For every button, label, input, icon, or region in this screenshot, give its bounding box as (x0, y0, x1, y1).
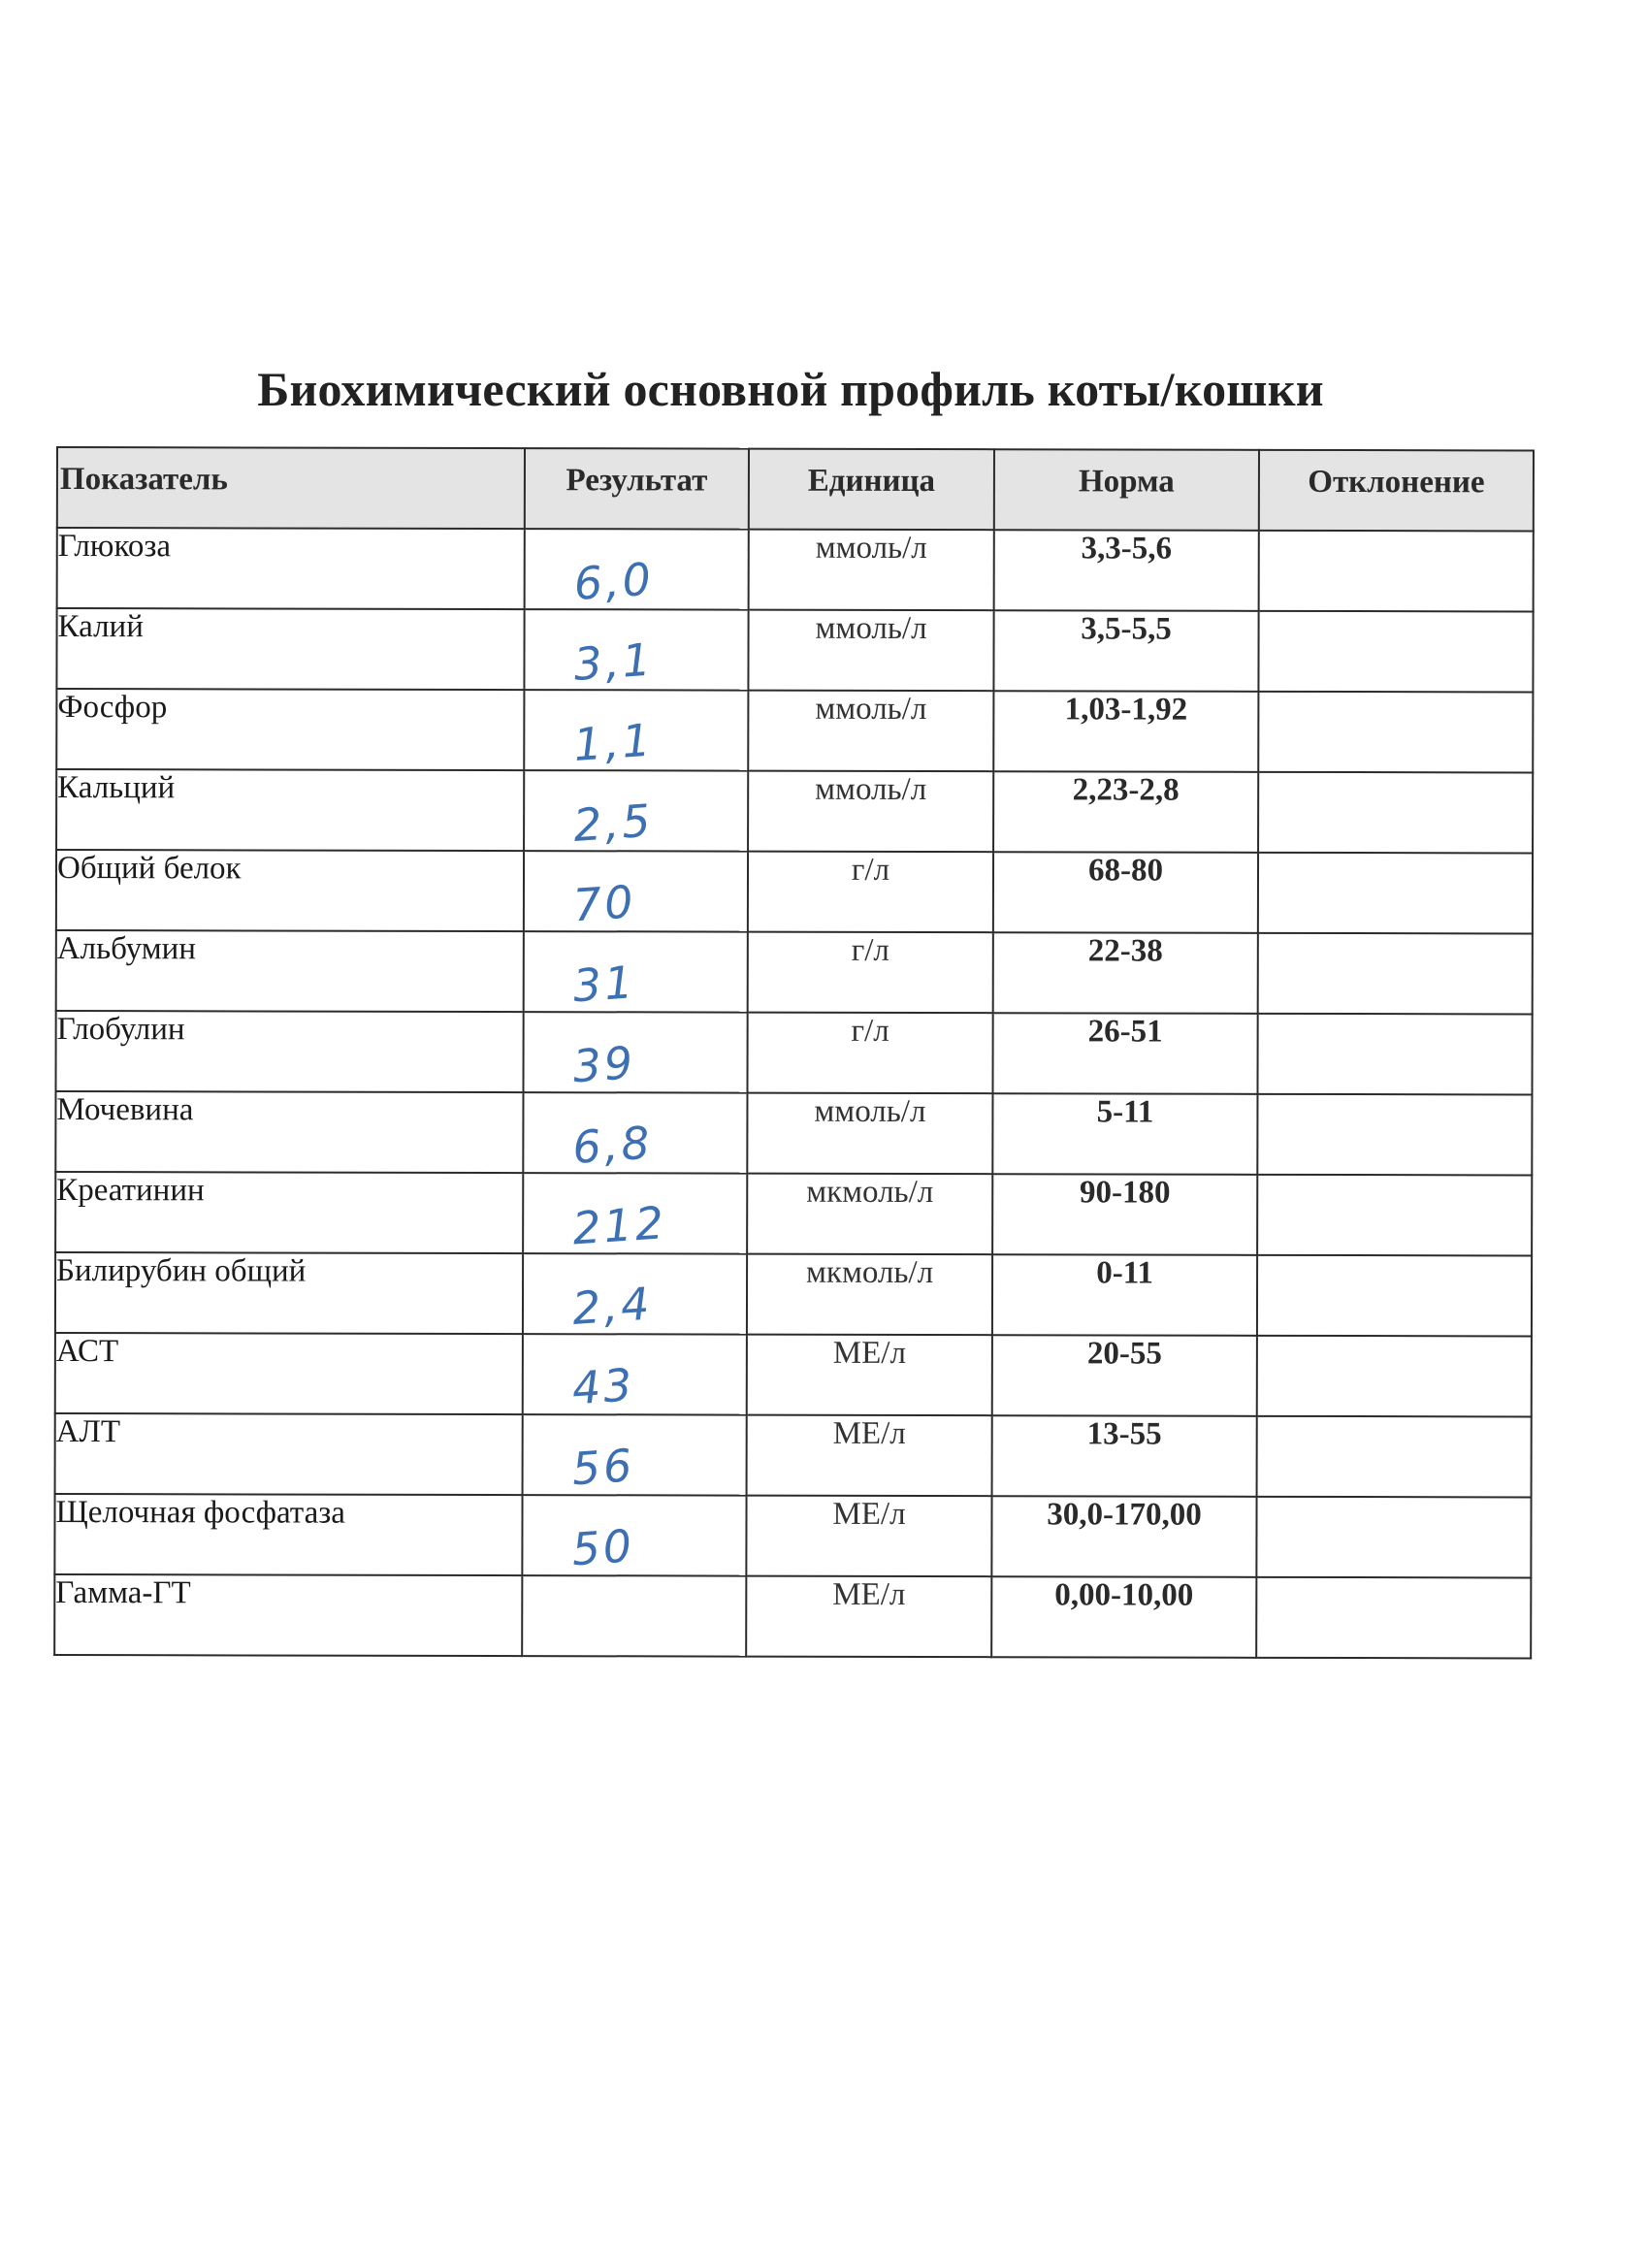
table-row (56, 769, 1533, 853)
header-unit: Единица (749, 449, 994, 531)
handwritten-result: 1,1 (571, 713, 656, 772)
deviation-cell (1257, 1094, 1532, 1176)
unit-cell: МЕ/л (746, 1496, 991, 1577)
norm-cell: 0,00-10,00 (991, 1576, 1256, 1658)
result-cell (523, 1012, 747, 1093)
indicator-name: Кальций (56, 769, 524, 851)
indicator-name: Гамма-ГТ (54, 1574, 522, 1656)
handwritten-result: 3,1 (571, 632, 656, 692)
table-header-row (57, 447, 1534, 531)
norm-cell: 2,23-2,8 (993, 771, 1258, 853)
indicator-name: Глюкоза (57, 528, 525, 609)
biochemistry-table (53, 446, 1535, 1659)
deviation-cell (1257, 1255, 1532, 1337)
unit-cell: МЕ/л (747, 1335, 992, 1416)
deviation-cell (1257, 1014, 1532, 1095)
norm-cell: 22-38 (993, 932, 1258, 1014)
table-row (55, 1252, 1532, 1336)
table-row (55, 1091, 1532, 1175)
table-row (55, 1333, 1532, 1416)
norm-cell: 20-55 (992, 1335, 1257, 1416)
deviation-cell (1258, 853, 1533, 934)
norm-cell: 30,0-170,00 (991, 1496, 1256, 1577)
header-result: Результат (525, 448, 749, 530)
result-cell (525, 529, 749, 610)
deviation-cell (1258, 772, 1533, 854)
deviation-cell (1257, 1416, 1532, 1498)
unit-cell: мкмоль/л (747, 1254, 992, 1336)
table-row (57, 528, 1534, 611)
result-cell (524, 690, 748, 771)
unit-cell: г/л (748, 852, 993, 933)
deviation-cell (1258, 692, 1533, 773)
indicator-name: АСТ (55, 1333, 523, 1414)
table-row (55, 1172, 1532, 1255)
handwritten-result: 39 (570, 1036, 637, 1093)
indicator-name: Щелочная фосфатаза (54, 1494, 522, 1575)
table-row (56, 850, 1533, 933)
header-indicator: Показатель (57, 447, 525, 529)
indicator-name: Глобулин (55, 1011, 523, 1092)
deviation-cell (1258, 611, 1533, 693)
handwritten-result: 212 (570, 1196, 668, 1255)
table-row (54, 1574, 1531, 1658)
header-norm: Норма (994, 449, 1259, 531)
norm-cell: 5-11 (992, 1093, 1257, 1175)
handwritten-result: 70 (571, 875, 638, 932)
result-cell (523, 1414, 747, 1496)
norm-cell: 13-55 (992, 1415, 1257, 1497)
unit-cell: ммоль/л (747, 1093, 992, 1175)
deviation-cell (1257, 1175, 1532, 1256)
unit-cell: г/л (747, 1013, 992, 1094)
handwritten-result: 50 (569, 1519, 636, 1576)
unit-cell: МЕ/л (747, 1415, 992, 1497)
table-row (56, 608, 1533, 692)
norm-cell: 0-11 (992, 1254, 1257, 1336)
indicator-name: Общий белок (56, 850, 524, 931)
result-cell (524, 609, 748, 691)
norm-cell: 26-51 (992, 1013, 1257, 1094)
table-row (54, 1494, 1531, 1577)
handwritten-result: 2,5 (571, 794, 656, 853)
norm-cell: 3,3-5,6 (994, 530, 1259, 611)
unit-cell: ммоль/л (749, 530, 994, 611)
handwritten-result: 6,8 (570, 1116, 655, 1175)
page-title: Биохимический основной профиль коты/кошки (257, 362, 1324, 416)
indicator-name: Билирубин общий (55, 1252, 523, 1334)
result-cell (522, 1575, 746, 1657)
result-cell (524, 931, 748, 1013)
deviation-cell (1259, 531, 1534, 612)
header-deviation: Отклонение (1259, 450, 1534, 532)
norm-cell: 1,03-1,92 (993, 691, 1258, 772)
handwritten-result: 43 (570, 1358, 637, 1415)
table-row (55, 1413, 1532, 1497)
indicator-name: Креатинин (55, 1172, 523, 1253)
result-cell (523, 1334, 747, 1415)
result-cell (523, 1092, 747, 1174)
result-cell (523, 1173, 747, 1254)
handwritten-result: 6,0 (571, 552, 656, 611)
indicator-name: АЛТ (55, 1413, 523, 1495)
handwritten-result: 2,4 (570, 1277, 654, 1336)
table-row (55, 1011, 1532, 1094)
table-row (56, 930, 1533, 1014)
result-cell (523, 1253, 747, 1335)
deviation-cell (1257, 1336, 1532, 1417)
unit-cell: ммоль/л (748, 691, 993, 772)
handwritten-result: 56 (569, 1439, 636, 1496)
norm-cell: 90-180 (992, 1174, 1257, 1255)
deviation-cell (1258, 933, 1533, 1015)
unit-cell: ммоль/л (748, 771, 993, 853)
unit-cell: МЕ/л (746, 1576, 991, 1658)
norm-cell: 3,5-5,5 (993, 610, 1258, 692)
result-cell (524, 770, 748, 852)
unit-cell: мкмоль/л (747, 1174, 992, 1255)
indicator-name: Альбумин (56, 930, 524, 1012)
norm-cell: 68-80 (993, 852, 1258, 933)
indicator-name: Калий (56, 608, 524, 690)
unit-cell: ммоль/л (748, 610, 993, 692)
result-cell (524, 851, 748, 932)
handwritten-result: 31 (570, 956, 638, 1013)
result-cell (522, 1495, 746, 1576)
table-row (56, 689, 1533, 772)
indicator-name: Фосфор (56, 689, 524, 770)
indicator-name: Мочевина (55, 1091, 523, 1173)
unit-cell: г/л (748, 932, 993, 1014)
deviation-cell (1256, 1497, 1531, 1578)
deviation-cell (1256, 1577, 1531, 1659)
